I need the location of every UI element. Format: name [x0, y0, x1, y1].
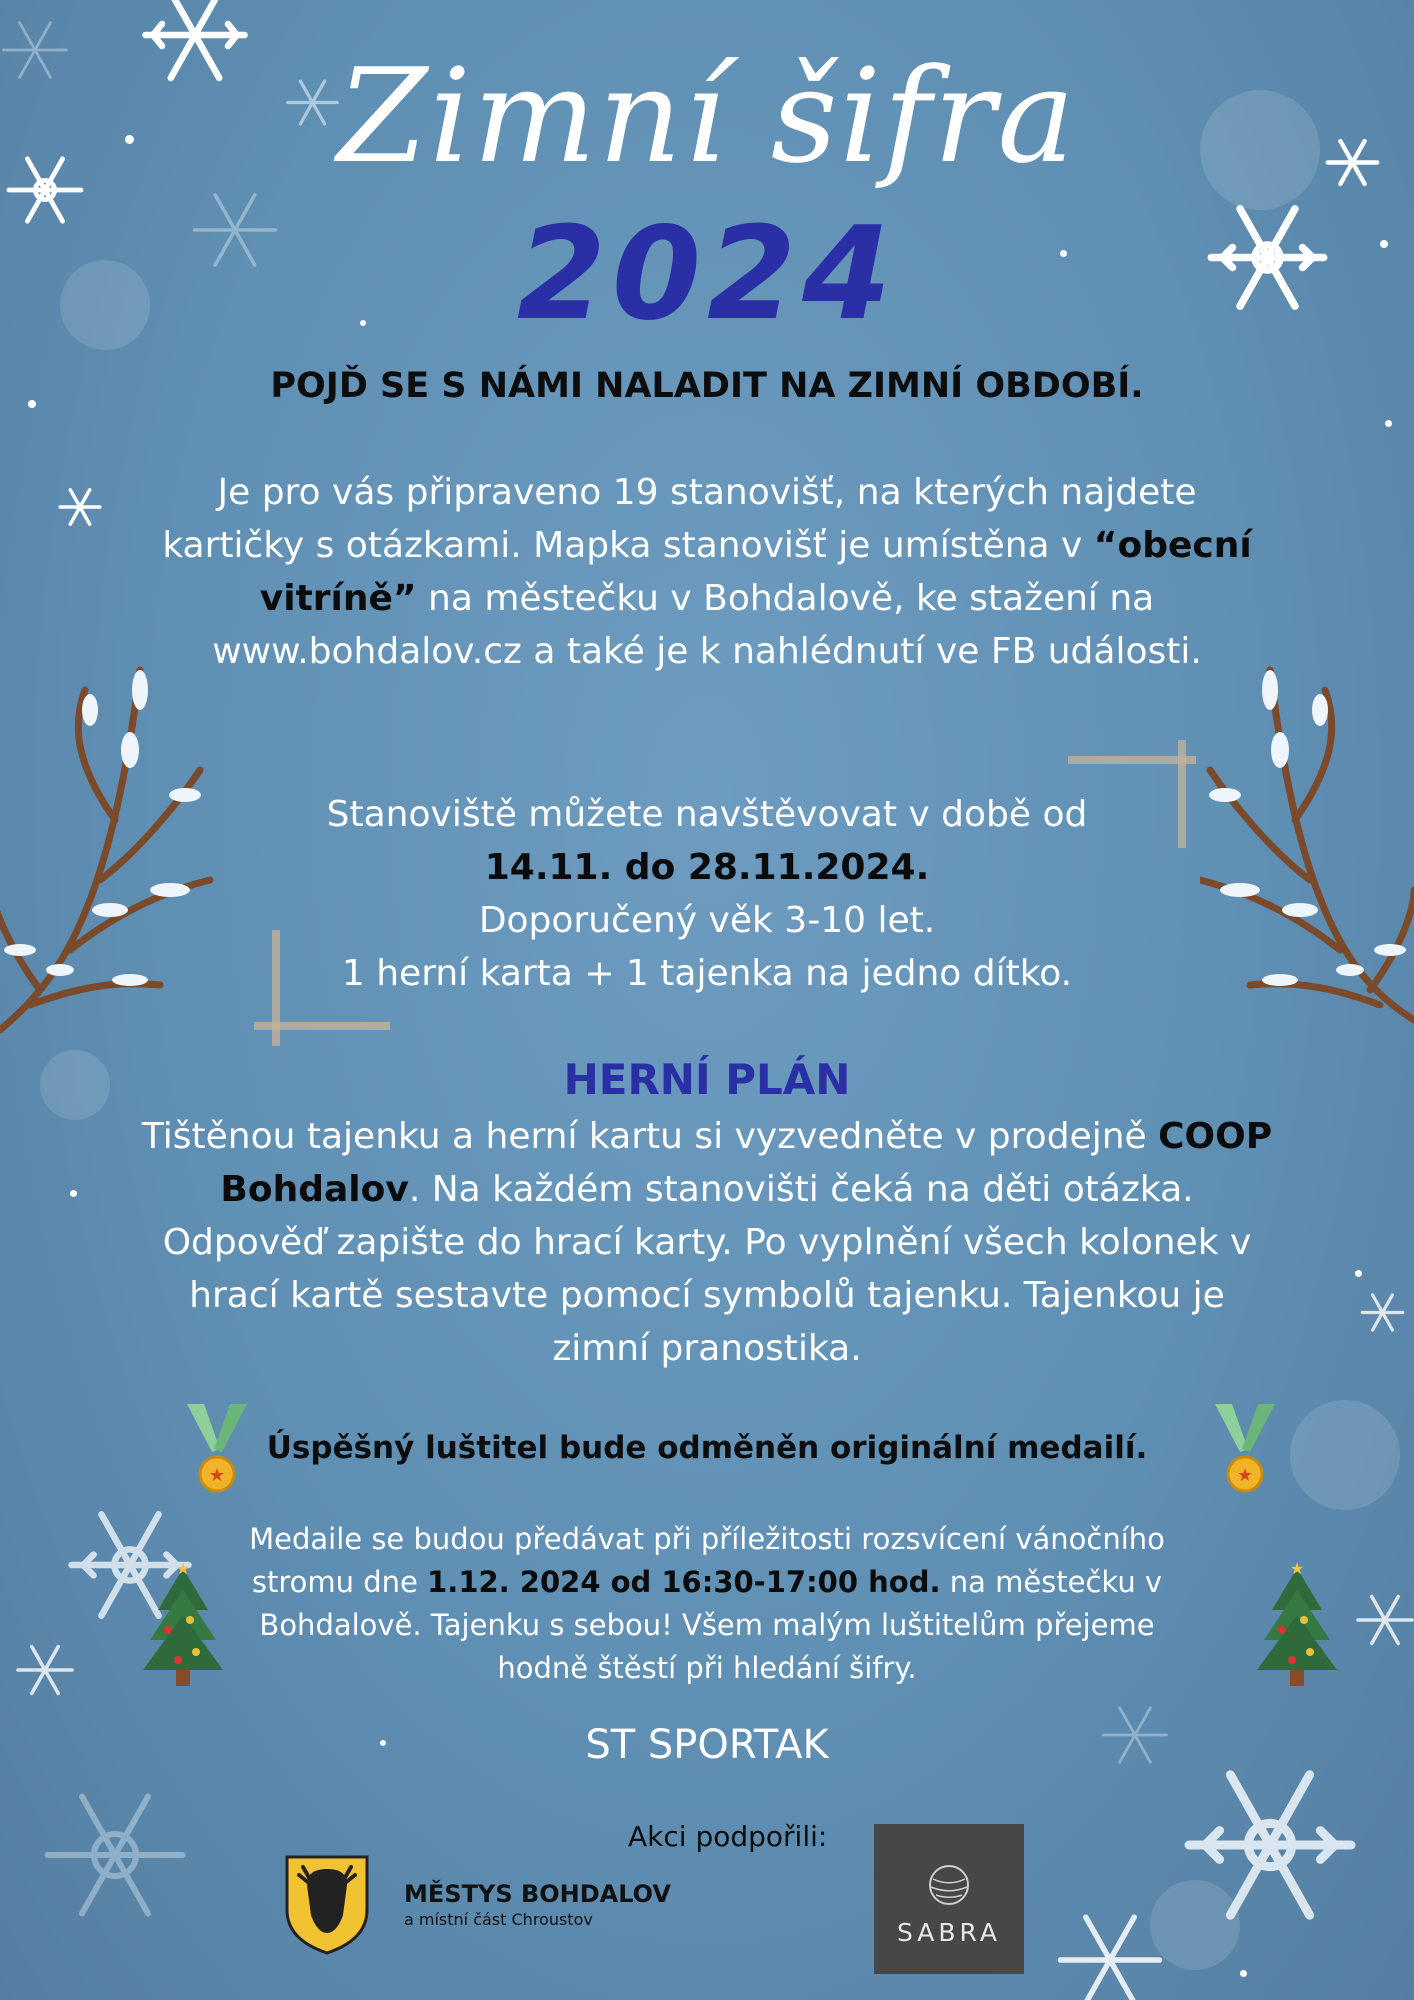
cards-per-child: 1 herní karta + 1 tajenka na jedno dítko. [341, 953, 1073, 994]
corner-frame-decoration [1068, 756, 1196, 764]
svg-text:★: ★ [175, 1560, 191, 1578]
snowflake-icon [15, 1640, 75, 1700]
intro-text: na městečku v Bohdalově, ke stažení na www.bohdalov.cz a také je k nahlédnutí ve FB události. [212, 578, 1202, 672]
intro-text: Je pro vás připraveno 19 stanovišť, na kterých najdete kartičky s otázkami. Mapka stanovišť je umístěna v [162, 472, 1197, 566]
sponsors-label: Akci podpořili: [628, 1820, 828, 1853]
snowflake-icon [1355, 1590, 1414, 1650]
plan-text: . Na každém stanovišti čeká na děti otázka. Odpověď zapište do hrací karty. Po vyplnění všech kolonek v hrací kartě sestavte pomocí symbolů tajenku. Tajenkou je zimní pranostika. [162, 1169, 1252, 1369]
poster-year: 2024 [516, 200, 898, 349]
game-plan-heading: HERNÍ PLÁN [563, 1055, 851, 1104]
svg-text:★: ★ [1289, 1560, 1305, 1578]
schedule-line: Stanoviště můžete navštěvovat v době od [326, 794, 1088, 835]
organizer-name: ST SPORTAK [585, 1722, 829, 1768]
game-plan-paragraph [140, 1110, 1274, 1375]
snow-dot [1240, 1970, 1247, 1977]
svg-text:★: ★ [1236, 1465, 1254, 1486]
sabra-name: SABRA [896, 1918, 1002, 1947]
tagline: POJĎ SE S NÁMI NALADIT NA ZIMNÍ OBDOBÍ. [270, 366, 1144, 406]
recommended-age: Doporučený věk 3-10 let. [478, 900, 936, 941]
intro-paragraph [150, 466, 1264, 678]
schedule-block [150, 788, 1264, 1000]
intro-highlight: “obecní vitríně” [259, 525, 1252, 619]
christmas-tree-icon [1252, 1560, 1342, 1690]
plan-highlight: COOP Bohdalov [220, 1116, 1273, 1210]
municipality-subtitle: a místní část Chroustov [404, 1910, 593, 1929]
snowflake-icon [40, 1780, 190, 1930]
ceremony-text: Medaile se budou předávat při příležitosti rozsvícení vánočního stromu dne [249, 1522, 1165, 1599]
snowflake-icon [1360, 1290, 1405, 1335]
snowflake-icon [58, 485, 102, 529]
reward-text: Úspěšný luštitel bude odměněn originální medailí. [266, 1430, 1148, 1466]
sabra-logo [874, 1824, 1024, 1974]
snow-dot [70, 1190, 77, 1197]
plan-text: Tištěnou tajenku a herní kartu si vyzvedněte v prodejně [141, 1116, 1159, 1157]
bohdalov-crest-icon [285, 1855, 369, 1955]
ceremony-highlight: 1.12. 2024 od 16:30-17:00 hod. [427, 1565, 941, 1599]
ceremony-paragraph [220, 1518, 1194, 1690]
christmas-tree-icon [138, 1560, 228, 1690]
snow-dot [1355, 1270, 1362, 1277]
poster-title: Zimní šifra [337, 40, 1077, 192]
snowflake-icon [1180, 1755, 1360, 1935]
snowflake-icon [1055, 1905, 1165, 2000]
sabra-globe-icon [928, 1864, 970, 1906]
schedule-dates: 14.11. do 28.11.2024. [484, 847, 930, 888]
svg-text:★: ★ [208, 1465, 226, 1486]
snow-dot [1385, 420, 1392, 427]
municipality-title: MĚSTYS BOHDALOV [404, 1880, 671, 1908]
ceremony-text: na městečku v Bohdalově. Tajenku s sebou! Všem malým luštitelům přejeme hodně štěstí při hledání šifry. [259, 1565, 1163, 1685]
